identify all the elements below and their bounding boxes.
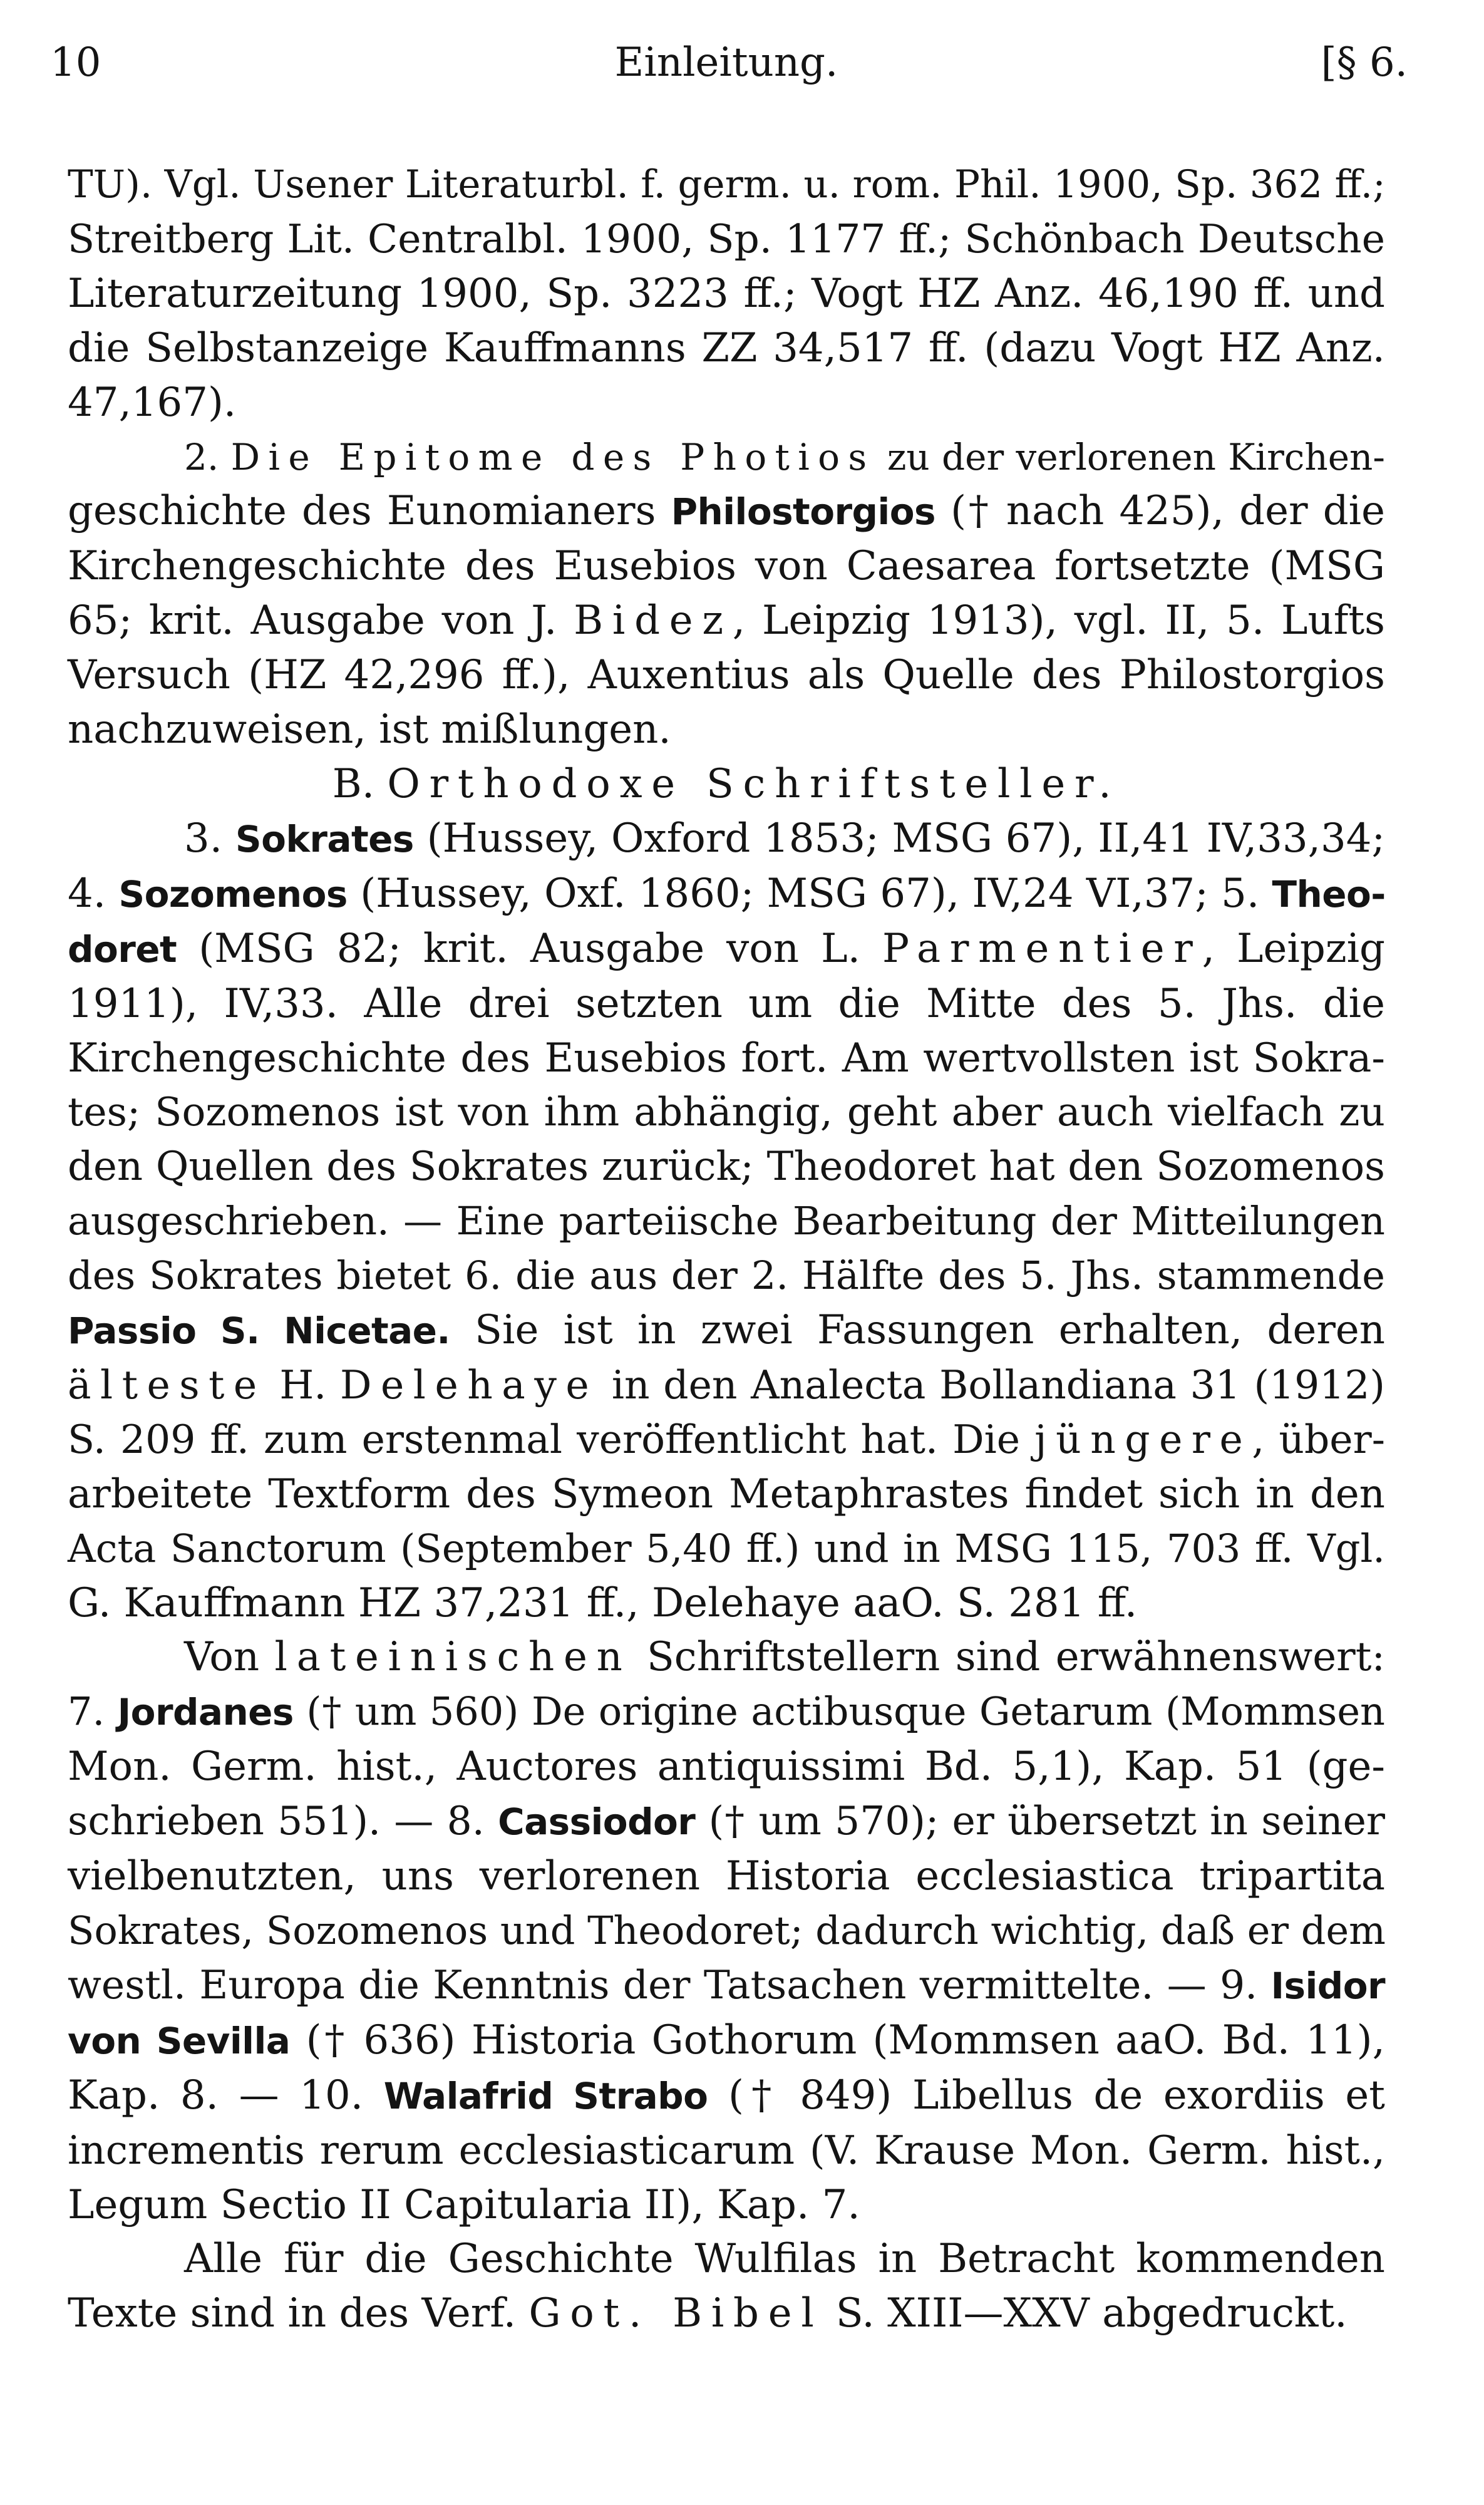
text-run: des Sokrates bietet 6. die aus der 2. Hälfte des 5. Jhs. stammende: [68, 1252, 1385, 1299]
text-run: in den Analecta Bollandiana 31 (1912): [598, 1361, 1385, 1408]
spaced-text: Bidez: [574, 597, 733, 644]
text-line: [68, 2013, 1385, 2069]
text-line: [68, 703, 1385, 757]
text-run: 7.: [68, 1688, 118, 1735]
text-run: ausgeschrieben. — Eine parteiische Bearbeitung der Mitteilungen: [68, 1198, 1385, 1244]
text-run: 2.: [184, 435, 231, 478]
text-line: [68, 867, 1385, 922]
text-run: , Leipzig 1913), vgl. II, 5. Lufts: [732, 597, 1386, 644]
text-run: 3.: [184, 815, 235, 862]
text-line: [68, 376, 1385, 430]
text-line: [68, 267, 1385, 321]
text-run: († 636) Historia Gothorum (Mommsen aaO. Bd. 11),: [290, 2017, 1385, 2063]
text-line: [68, 2124, 1385, 2178]
spaced-text: Got. Bibel: [528, 2290, 823, 2337]
text-line: [68, 922, 1385, 977]
text-run: G. Kauffmann HZ 37,231 ff., Delehaye aaO. S. 281 ff.: [68, 1579, 1138, 1626]
text-run: (Hussey, Oxf. 1860; MSG 67), IV,24 VI,37; 5.: [347, 870, 1272, 917]
text-line: [68, 1303, 1385, 1358]
section-marker: [§ 6.: [1321, 39, 1408, 86]
text-run: H.: [265, 1361, 341, 1408]
paragraph: [68, 430, 1385, 757]
text-line: [68, 1140, 1385, 1194]
text-run: 65; krit. Ausgabe von J.: [68, 597, 574, 644]
text-line: [68, 1630, 1385, 1685]
running-title: Einleitung.: [614, 39, 838, 86]
text-line: [68, 1413, 1385, 1467]
text-line: [68, 430, 1385, 485]
text-line: [68, 1740, 1385, 1794]
text-run: tes; Sozomenos ist von ihm abhängig, geht aber auch vielfach zu: [68, 1089, 1385, 1135]
text-line: [68, 539, 1385, 594]
text-run: 4.: [68, 870, 119, 917]
text-run: die Selbstanzeige Kauffmanns ZZ 34,517 ff. (dazu Vogt HZ Anz.: [68, 324, 1385, 371]
text-run: nachzuweisen, ist mißlungen.: [68, 706, 671, 753]
text-line: [68, 1085, 1385, 1140]
spaced-text: Parmentier: [882, 925, 1202, 972]
text-run: Legum Sectio II Capitularia II), Kap. 7.: [68, 2181, 860, 2228]
text-line: [68, 2232, 1385, 2286]
text-run: Schriftstellern sind erwähnenswert:: [631, 1634, 1386, 1681]
text-run: arbeitete Textform des Symeon Metaphrastes findet sich in den: [68, 1470, 1385, 1517]
page-body: [68, 158, 1385, 2341]
text-run: Von: [184, 1634, 275, 1681]
bold-name: Sokrates: [235, 817, 414, 860]
text-run: Texte sind in des Verf.: [68, 2290, 529, 2337]
text-run: Literaturzeitung 1900, Sp. 3223 ff.; Vogt HZ Anz. 46,190 ff. und: [68, 270, 1385, 317]
text-run: Sie ist in zwei Fassungen erhalten, deren: [450, 1307, 1385, 1354]
spaced-text: Orthodoxe Schriftsteller.: [387, 760, 1121, 807]
text-run: , Leipzig: [1202, 925, 1386, 972]
text-run: B.: [332, 760, 388, 807]
paragraph: [68, 757, 1385, 812]
bold-name: Passio S. Nicetae.: [68, 1309, 450, 1353]
bold-name: Walafrid Strabo: [383, 2074, 708, 2117]
text-line: [68, 2178, 1385, 2233]
text-run: († um 560) De origine actibusque Getarum (Mommsen: [293, 1688, 1385, 1735]
text-run: 1911), IV,33. Alle drei setzten um die Mitte des 5. Jhs. die: [68, 980, 1385, 1027]
text-run: TU). Vgl. Usener Literaturbl. f. germ. u. rom. Phil. 1900, Sp. 362 ff.;: [68, 162, 1386, 207]
bold-name: von Sevilla: [68, 2019, 291, 2062]
running-header: [50, 25, 1408, 100]
spaced-text: lateinischen: [274, 1634, 632, 1681]
text-run: Kirchengeschichte des Eusebios fort. Am wertvollsten ist Sokra-: [68, 1035, 1385, 1082]
spaced-text: älteste: [68, 1361, 266, 1408]
text-run: zu der verlorenen Kirchen-: [875, 435, 1385, 478]
text-line: [68, 1358, 1385, 1413]
text-run: Streitberg Lit. Centralbl. 1900, Sp. 1177 ff.; Schönbach Deutsche: [68, 215, 1385, 262]
text-line: [68, 1194, 1385, 1249]
text-line: [68, 757, 1385, 812]
text-run: geschichte des Eunomianers: [68, 488, 671, 535]
bold-name: Theo-: [1272, 872, 1386, 916]
paragraph: [68, 812, 1385, 1631]
paragraph: [68, 158, 1385, 430]
text-line: [68, 1904, 1385, 1958]
text-run: Kap. 8. — 10.: [68, 2072, 384, 2119]
text-run: Acta Sanctorum (September 5,40 ff.) und in MSG 115, 703 ff. Vgl.: [68, 1525, 1385, 1571]
text-run: Alle für die Geschichte Wulfilas in Betracht kommenden: [184, 2236, 1385, 2283]
text-line: [68, 1958, 1385, 2013]
spaced-text: Die Epitome des Photios: [230, 435, 875, 478]
text-run: S. XIII—XXV abgedruckt.: [823, 2290, 1347, 2337]
text-line: [68, 321, 1385, 376]
text-line: [68, 158, 1385, 212]
text-run: Sokrates, Sozomenos und Theodoret; dadurch wichtig, daß er dem: [68, 1908, 1386, 1953]
text-run: 47,167).: [68, 379, 237, 426]
bold-name: doret: [68, 927, 177, 971]
book-page: [50, 25, 1408, 2467]
text-run: (Hussey, Oxford 1853; MSG 67), II,41 IV,33,34;: [413, 815, 1386, 862]
text-run: († 849) Libellus de exordiis et: [708, 2072, 1386, 2119]
text-run: Versuch (HZ 42,296 ff.), Auxentius als Quelle des Philostorgios: [68, 652, 1385, 699]
text-line: [68, 212, 1385, 267]
spaced-text: Delehaye: [340, 1361, 599, 1408]
text-line: [68, 2286, 1385, 2341]
text-line: [68, 1031, 1385, 1086]
text-line: [68, 1849, 1385, 1904]
text-run: , über-: [1252, 1416, 1385, 1462]
text-run: den Quellen des Sokrates zurück; Theodoret hat den Sozomenos: [68, 1144, 1385, 1191]
text-run: Kirchengeschichte des Eusebios von Caesarea fortsetzte (MSG: [68, 543, 1385, 590]
text-line: [68, 2069, 1385, 2124]
text-line: [68, 1467, 1385, 1522]
text-run: Mon. Germ. hist., Auctores antiquissimi Bd. 5,1), Kap. 51 (ge-: [68, 1743, 1385, 1790]
text-run: S. 209 ff. zum erstenmal veröffentlicht hat. Die: [68, 1416, 1035, 1462]
bold-name: Philostorgios: [671, 490, 935, 534]
bold-name: Jordanes: [117, 1691, 294, 1734]
text-line: [68, 1576, 1385, 1631]
bold-name: Isidor: [1270, 1964, 1385, 2007]
text-line: [68, 1685, 1385, 1740]
bold-name: Cassiodor: [498, 1800, 696, 1844]
text-run: westl. Europa die Kenntnis der Tatsachen vermittelte. — 9.: [68, 1961, 1271, 2008]
text-run: schrieben 551). — 8.: [68, 1798, 498, 1844]
text-line: [68, 1522, 1385, 1576]
text-run: vielbenutzten, uns verlorenen Historia ecclesiastica tripartita: [68, 1853, 1385, 1900]
bold-name: Sozomenos: [118, 872, 348, 916]
text-line: [68, 1249, 1385, 1303]
paragraph: [68, 2232, 1385, 2341]
text-run: († nach 425), der die: [935, 488, 1386, 535]
spaced-text: jüngere: [1034, 1416, 1252, 1462]
text-run: (MSG 82; krit. Ausgabe von L.: [177, 925, 883, 972]
page-number: 10: [50, 39, 101, 86]
text-line: [68, 1794, 1385, 1849]
text-line: [68, 648, 1385, 703]
paragraph: [68, 1630, 1385, 2232]
text-run: incrementis rerum ecclesiasticarum (V. Krause Mon. Germ. hist.,: [68, 2127, 1385, 2173]
text-line: [68, 812, 1385, 867]
text-line: [68, 484, 1385, 539]
text-run: († um 570); er übersetzt in seiner: [695, 1798, 1385, 1844]
text-line: [68, 977, 1385, 1031]
text-line: [68, 594, 1385, 648]
